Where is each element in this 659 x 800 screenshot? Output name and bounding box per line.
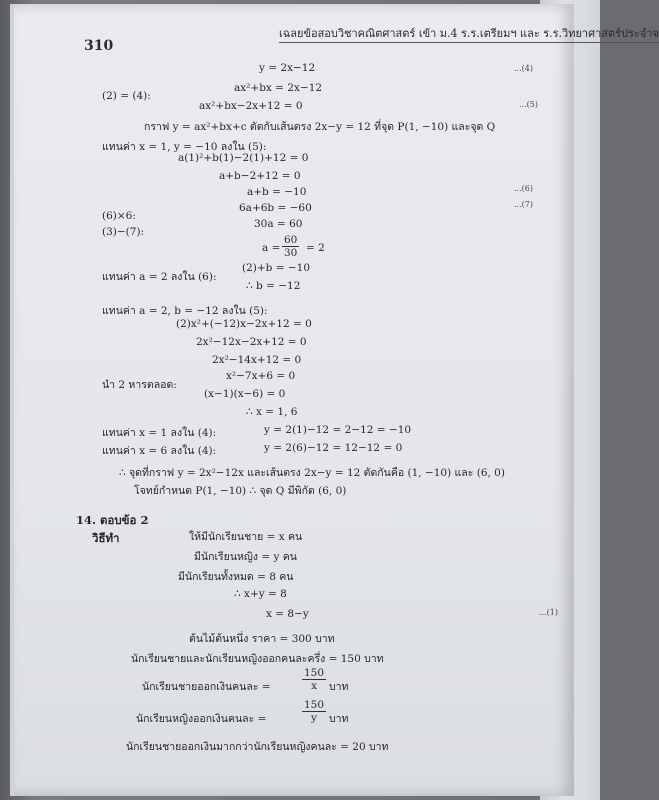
text-line: แทนค่า x = 6 ลงใน (4):: [102, 445, 217, 457]
conclusion-line: ∴ จุดที่กราฟ y = 2x²−12x และเส้นตรง 2x−y = 12 ตัดกันคือ (1, −10) และ (6, 0): [119, 467, 505, 479]
text-line: นักเรียนหญิงออกเงินคนละ =: [136, 713, 267, 725]
text-line: มีนักเรียนหญิง = y คน: [194, 551, 297, 563]
text-line: มีนักเรียนทั้งหมด = 8 คน: [178, 571, 294, 583]
text-line: นักเรียนชายออกเงินมากกว่านักเรียนหญิงคนละ = 20 บาท: [126, 741, 389, 753]
equation: a =: [262, 242, 281, 254]
equation: ∴ b = −12: [246, 280, 301, 292]
equation: 6a+6b = −60: [239, 202, 312, 214]
equation: 2x²−12x−2x+12 = 0: [196, 336, 307, 348]
conclusion-line: โจทย์กำหนด P(1, −10) ∴ จุด Q มีพิกัด (6, 0): [134, 485, 347, 497]
equation: y = 2(6)−12 = 12−12 = 0: [264, 442, 403, 454]
equation-tag: ...(7): [514, 200, 533, 209]
equation: ax²+bx = 2x−12: [234, 82, 323, 94]
equation: x = 8−y: [266, 608, 309, 620]
equation: (2)x²+(−12)x−2x+12 = 0: [176, 318, 312, 330]
equation: a+b−2+12 = 0: [219, 170, 301, 182]
equation: (2)+b = −10: [242, 262, 311, 274]
text-line: ต้นไม้ต้นหนึ่ง ราคา = 300 บาท: [189, 633, 335, 645]
equation: x²−7x+6 = 0: [226, 370, 296, 382]
text-line: แทนค่า a = 2 ลงใน (6):: [102, 271, 217, 283]
equation: (x−1)(x−6) = 0: [204, 388, 286, 400]
method-heading: วิธีทำ: [92, 531, 120, 545]
step-label: (3)−(7):: [102, 226, 145, 238]
equation-tag: ...(5): [519, 100, 538, 109]
equation: a(1)²+b(1)−2(1)+12 = 0: [178, 152, 309, 164]
equation: y = 2x−12: [259, 62, 316, 74]
text-line: กราฟ y = ax²+bx+c ตัดกับเส้นตรง 2x−y = 12 ที่จุด P(1, −10) และจุด Q: [144, 121, 496, 133]
running-header: เฉลยข้อสอบวิชาคณิตศาสตร์ เข้า ม.4 ร.ร.เตรียมฯ และ ร.ร.วิทยาศาสตร์ประจำจ: [279, 24, 659, 43]
equation-tag: ...(6): [514, 184, 533, 193]
equation: y = 2(1)−12 = 2−12 = −10: [264, 424, 412, 436]
equation: a+b = −10: [247, 186, 307, 198]
text-line: นักเรียนชายและนักเรียนหญิงออกคนละครึ่ง = 150 บาท: [131, 653, 384, 665]
unit-label: บาท: [329, 681, 349, 693]
page-number: 310: [84, 38, 114, 54]
equation: ∴ x+y = 8: [234, 588, 287, 600]
equation-tag: ...(1): [539, 608, 558, 617]
text-line: ให้มีนักเรียนชาย = x คน: [189, 531, 303, 543]
equation: ∴ x = 1, 6: [246, 406, 298, 418]
equation: ax²+bx−2x+12 = 0: [199, 100, 303, 112]
fraction: $\frac{60}{30}$: [284, 234, 298, 259]
step-label: (2) = (4):: [102, 90, 151, 102]
equation: 30a = 60: [254, 218, 303, 230]
text-line: แทนค่า x = 1, y = −10 ลงใน (5):: [102, 141, 267, 153]
text-line: แทนค่า x = 1 ลงใน (4):: [102, 427, 217, 439]
fraction: $\frac{150}{y}$: [304, 699, 325, 724]
equation-tag: ...(4): [514, 64, 533, 73]
book-page: [10, 4, 659, 796]
equation: 2x²−14x+12 = 0: [212, 354, 302, 366]
fraction: $\frac{150}{x}$: [304, 667, 325, 692]
text-line: นักเรียนชายออกเงินคนละ =: [142, 681, 271, 693]
text-line: นำ 2 หารตลอด:: [102, 379, 177, 391]
question-heading: 14. ตอบข้อ 2: [76, 513, 149, 527]
equation: = 2: [306, 242, 325, 254]
text-line: แทนค่า a = 2, b = −12 ลงใน (5):: [102, 305, 268, 317]
step-label: (6)×6:: [102, 210, 136, 222]
unit-label: บาท: [329, 713, 349, 725]
